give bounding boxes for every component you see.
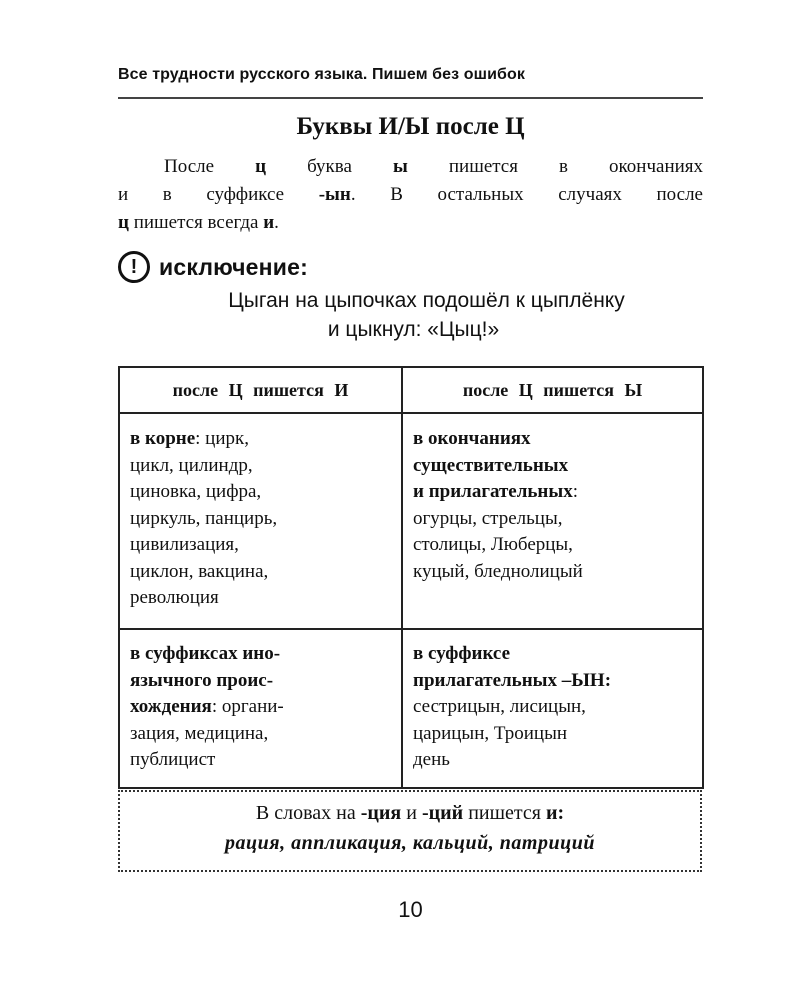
exception-line-1: Цыган на цыпочках подошёл к цыплёнку [228, 289, 625, 312]
cell-endings-y: в окончаниях существительных и прилагательных: огурцы, стрельцы, столицы, Люберцы, куцый, бледнолицый [402, 413, 703, 629]
note-examples: рация, аппликация, кальций, патриций [225, 832, 595, 854]
exception-label: исключение: [159, 253, 308, 280]
exclamation-circle-icon: ! [118, 251, 150, 283]
exception-example [118, 286, 703, 344]
cell-foreign-suffix-i: в суффиксах ино- язычного проис- хождения: органи- зация, медицина, публицист [119, 629, 402, 788]
exception-line-2: и цыкнул: «Цыц!» [327, 318, 500, 341]
rule-line-1: После ц буква ы пишется в окончаниях [164, 156, 704, 177]
rules-table [118, 366, 704, 789]
page-number: 10 [398, 897, 423, 922]
table-header-row [119, 367, 703, 413]
header-cell-y: после Ц пишется Ы [402, 367, 703, 413]
cell-suffix-yn: в суффиксе прилагательных –ЫН: сестрицын, лисицын, царицын, Троицын день [402, 629, 703, 788]
rule-line-2: и в суффиксе -ын. В остальных случаях после [118, 184, 703, 205]
header-cell-i: после Ц пишется И [119, 367, 402, 413]
running-header: Все трудности русского языка. Пишем без ошибок [118, 66, 525, 83]
cell-root-i: в корне: цирк, цикл, цилиндр, циновка, цифра, циркуль, панцирь, цивилизация, циклон, вакцина, революция [119, 413, 402, 629]
exception-heading [118, 250, 308, 284]
note-rule-line: В словах на -ция и -ций пишется и: [255, 802, 565, 824]
section-title: Буквы И/Ы после Ц [296, 113, 525, 140]
rule-line-3: ц пишется всегда и. [118, 212, 279, 233]
header-divider [118, 97, 703, 99]
rule-paragraph [118, 153, 703, 237]
table-row [119, 629, 703, 788]
table-row [119, 413, 703, 629]
note-box [118, 790, 702, 872]
